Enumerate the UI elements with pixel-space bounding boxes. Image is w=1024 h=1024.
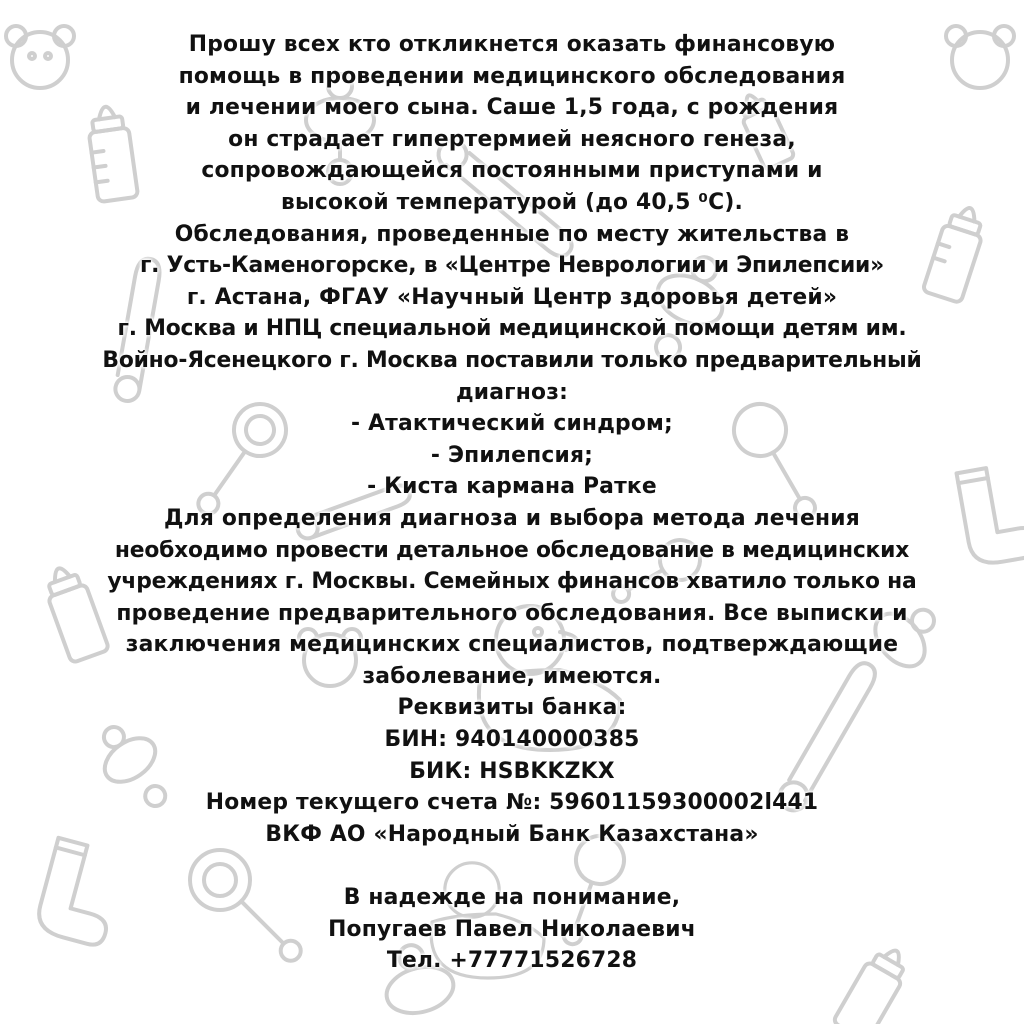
appeal-line: г. Москва и НПЦ специальной медицинской помощи детям им. (117, 316, 907, 342)
appeal-line: Прошу всех кто откликнется оказать финансовую (188, 32, 836, 57)
appeal-letter (0, 29, 1024, 977)
request-line: необходимо провести детальное обследование в медицинских (114, 537, 910, 563)
appeal-line: он страдает гипертермией неясного генеза, (228, 126, 796, 152)
request-line: проведение предварительного обследования. Все выписки и (116, 600, 908, 626)
appeal-line: помощь в проведении медицинского обследования (178, 63, 846, 89)
request-line: заболевание, имеются. (362, 663, 662, 689)
appeal-line: г. Усть-Каменогорске, в «Центре Неврологии и Эпилепсии» (139, 253, 884, 279)
request-line: Для определения диагноза и выбора метода лечения (164, 505, 860, 531)
signature-name: Попугаев Павел Николаевич (328, 916, 696, 942)
appeal-line: высокой температурой (до 40,5 ⁰С). (280, 189, 744, 215)
appeal-line: диагноз: (455, 379, 569, 405)
appeal-line: и лечении моего сына. Саше 1,5 года, с рождения (185, 95, 839, 121)
closing-phrase: В надежде на понимание, (343, 885, 681, 911)
request-line: учреждениях г. Москвы. Семейных финансов хватило только на (107, 569, 917, 595)
diagnosis-item: - Атактический синдром; (351, 411, 673, 437)
diagnosis-item: - Эпилепсия; (430, 442, 594, 468)
bank-name: ВКФ АО «Народный Банк Казахстана» (265, 821, 759, 847)
appeal-line: Войно-Ясенецкого г. Москва поставили только предварительный (102, 347, 922, 373)
appeal-line: сопровождающейся постоянными приступами и (201, 158, 823, 184)
bank-bin: БИН: 940140000385 (384, 727, 640, 753)
appeal-line: Обследования, проведенные по месту жительства в (174, 221, 850, 247)
request-line: заключения медицинских специалистов, подтверждающие (125, 632, 899, 658)
bank-account-number: Номер текущего счета №: 59601159300002l441 (205, 790, 819, 816)
spacer (0, 850, 1024, 882)
diagnosis-item: - Киста кармана Ратке (367, 474, 657, 500)
bank-bik: БИК: HSBKKZKX (409, 758, 615, 784)
contact-phone: Тел. +77771526728 (386, 948, 638, 974)
bank-details-heading: Реквизиты банка: (397, 695, 627, 721)
appeal-line: г. Астана, ФГАУ «Научный Центр здоровья детей» (186, 284, 838, 310)
